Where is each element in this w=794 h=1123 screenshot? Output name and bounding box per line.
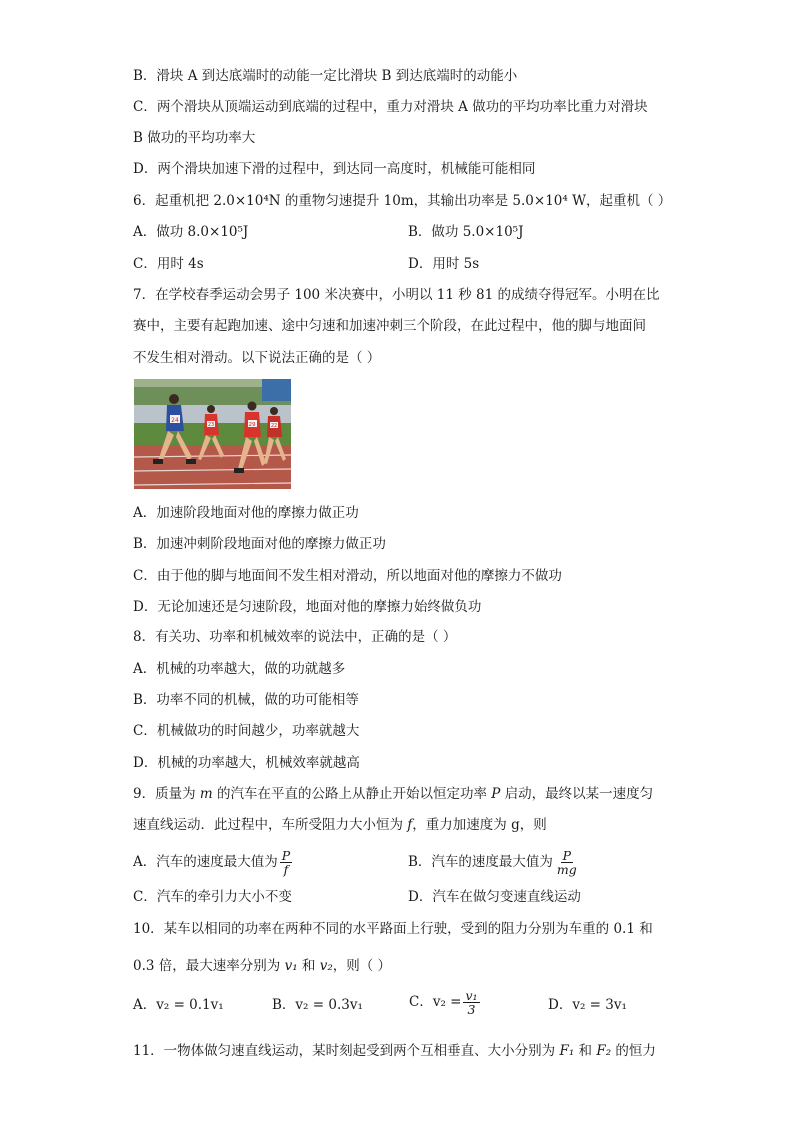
q11-stem-line1: 11．一物体做匀速直线运动，某时刻起受到两个互相垂直、大小分别为 F₁ 和 F₂ 的恒力 (133, 1043, 656, 1059)
q9-stem-line2: 速直线运动．此过程中，车所受阻力大小恒为 f，重力加速度为 g，则 (133, 817, 547, 833)
symbol-v2: v₂ (319, 958, 333, 974)
symbol-f1: F₁ (559, 1043, 575, 1059)
q10-option-a: A．v₂ = 0.1v₁ (133, 997, 224, 1013)
q7-option-d: D．无论加速还是匀速阶段，地面对他的摩擦力始终做负功 (133, 599, 482, 615)
runner-bib-1: 24 (171, 417, 179, 424)
q6-option-b: B．做功 5.0×10⁵J (408, 224, 524, 240)
q5-option-b: B．滑块 A 到达底端时的动能一定比滑块 B 到达底端时的动能小 (133, 68, 518, 84)
q5-option-d: D．两个滑块加速下滑的过程中，到达同一高度时，机械能可能相同 (133, 161, 536, 177)
q6-option-a: A．做功 8.0×10⁵J (133, 224, 249, 240)
q9-option-a: A．汽车的速度最大值为 $\frac{P}{f}$ (133, 848, 291, 877)
runner-bib-3: 29 (248, 422, 256, 428)
symbol-f2: F₂ (596, 1043, 612, 1059)
q8-option-a: A．机械的功率越大，做的功就越多 (133, 661, 346, 677)
q10-option-d: D．v₂ = 3v₁ (548, 997, 627, 1013)
q6-option-c: C．用时 4s (133, 256, 204, 272)
q8-option-b: B．功率不同的机械，做的功可能相等 (133, 692, 359, 708)
symbol-p: P (491, 786, 501, 802)
q5-option-c-line1: C．两个滑块从顶端运动到底端的过程中，重力对滑块 A 做功的平均功率比重力对滑块 (133, 99, 648, 115)
q7-stem-line3: 不发生相对滑动。以下说法正确的是（ ） (133, 350, 381, 366)
fraction-v1-over-3: $\frac{\text{v₁}}{3}$ (465, 988, 478, 1017)
q9-option-c: C．汽车的牵引力大小不变 (133, 889, 292, 905)
q5-option-c-line2: B 做功的平均功率大 (133, 130, 256, 146)
runner-bib-2: 23 (207, 422, 215, 428)
q6-option-d: D．用时 5s (408, 256, 480, 272)
q6-stem: 6．起重机把 2.0×10⁴N 的重物匀速提升 10m，其输出功率是 5.0×10⁴ W，起重机（ ） (133, 193, 672, 209)
q9-stem-line1: 9．质量为 m 的汽车在平直的公路上从静止开始以恒定功率 P 启动，最终以某一速度匀 (133, 786, 654, 802)
fraction-p-over-mg: $\frac{P}{mg}$ (556, 848, 577, 877)
q10-option-b: B．v₂ = 0.3v₁ (272, 997, 363, 1013)
q7-option-c: C．由于他的脚与地面间不发生相对滑动，所以地面对他的摩擦力不做功 (133, 568, 562, 584)
q7-option-b: B．加速冲刺阶段地面对他的摩擦力做正功 (133, 536, 386, 552)
q10-stem-line1: 10．某车以相同的功率在两种不同的水平路面上行驶，受到的阻力分别为车重的 0.1 和 (133, 921, 653, 937)
q8-option-d: D．机械的功率越大，机械效率就越高 (133, 755, 360, 771)
q7-stem-line2: 赛中，主要有起跑加速、途中匀速和加速冲刺三个阶段，在此过程中，他的脚与地面间 (133, 318, 646, 334)
runner-bib-4: 22 (270, 423, 278, 429)
sprint-race-photo (134, 379, 291, 489)
symbol-m: m (199, 786, 213, 802)
q9-option-d: D．汽车在做匀变速直线运动 (408, 889, 581, 905)
symbol-f: f (407, 817, 413, 833)
q10-option-c: C．v₂ = $\frac{\text{v₁}}{3}$ (409, 988, 478, 1017)
q9-option-b: B．汽车的速度最大值为 $\frac{P}{mg}$ (408, 848, 577, 877)
q7-option-a: A．加速阶段地面对他的摩擦力做正功 (133, 505, 359, 521)
q10-stem-line2: 0.3 倍，最大速率分别为 v₁ 和 v₂，则（ ） (133, 958, 392, 974)
symbol-v1: v₁ (284, 958, 298, 974)
q7-stem-line1: 7．在学校春季运动会男子 100 米决赛中，小明以 11 秒 81 的成绩夺得冠军。小明在比 (133, 287, 660, 303)
fraction-p-over-f: $\frac{P}{f}$ (281, 848, 291, 877)
q8-stem: 8．有关功、功率和机械效率的说法中，正确的是（ ） (133, 629, 457, 645)
q8-option-c: C．机械做功的时间越少，功率就越大 (133, 723, 360, 739)
sprint-race-illustration (134, 379, 291, 489)
